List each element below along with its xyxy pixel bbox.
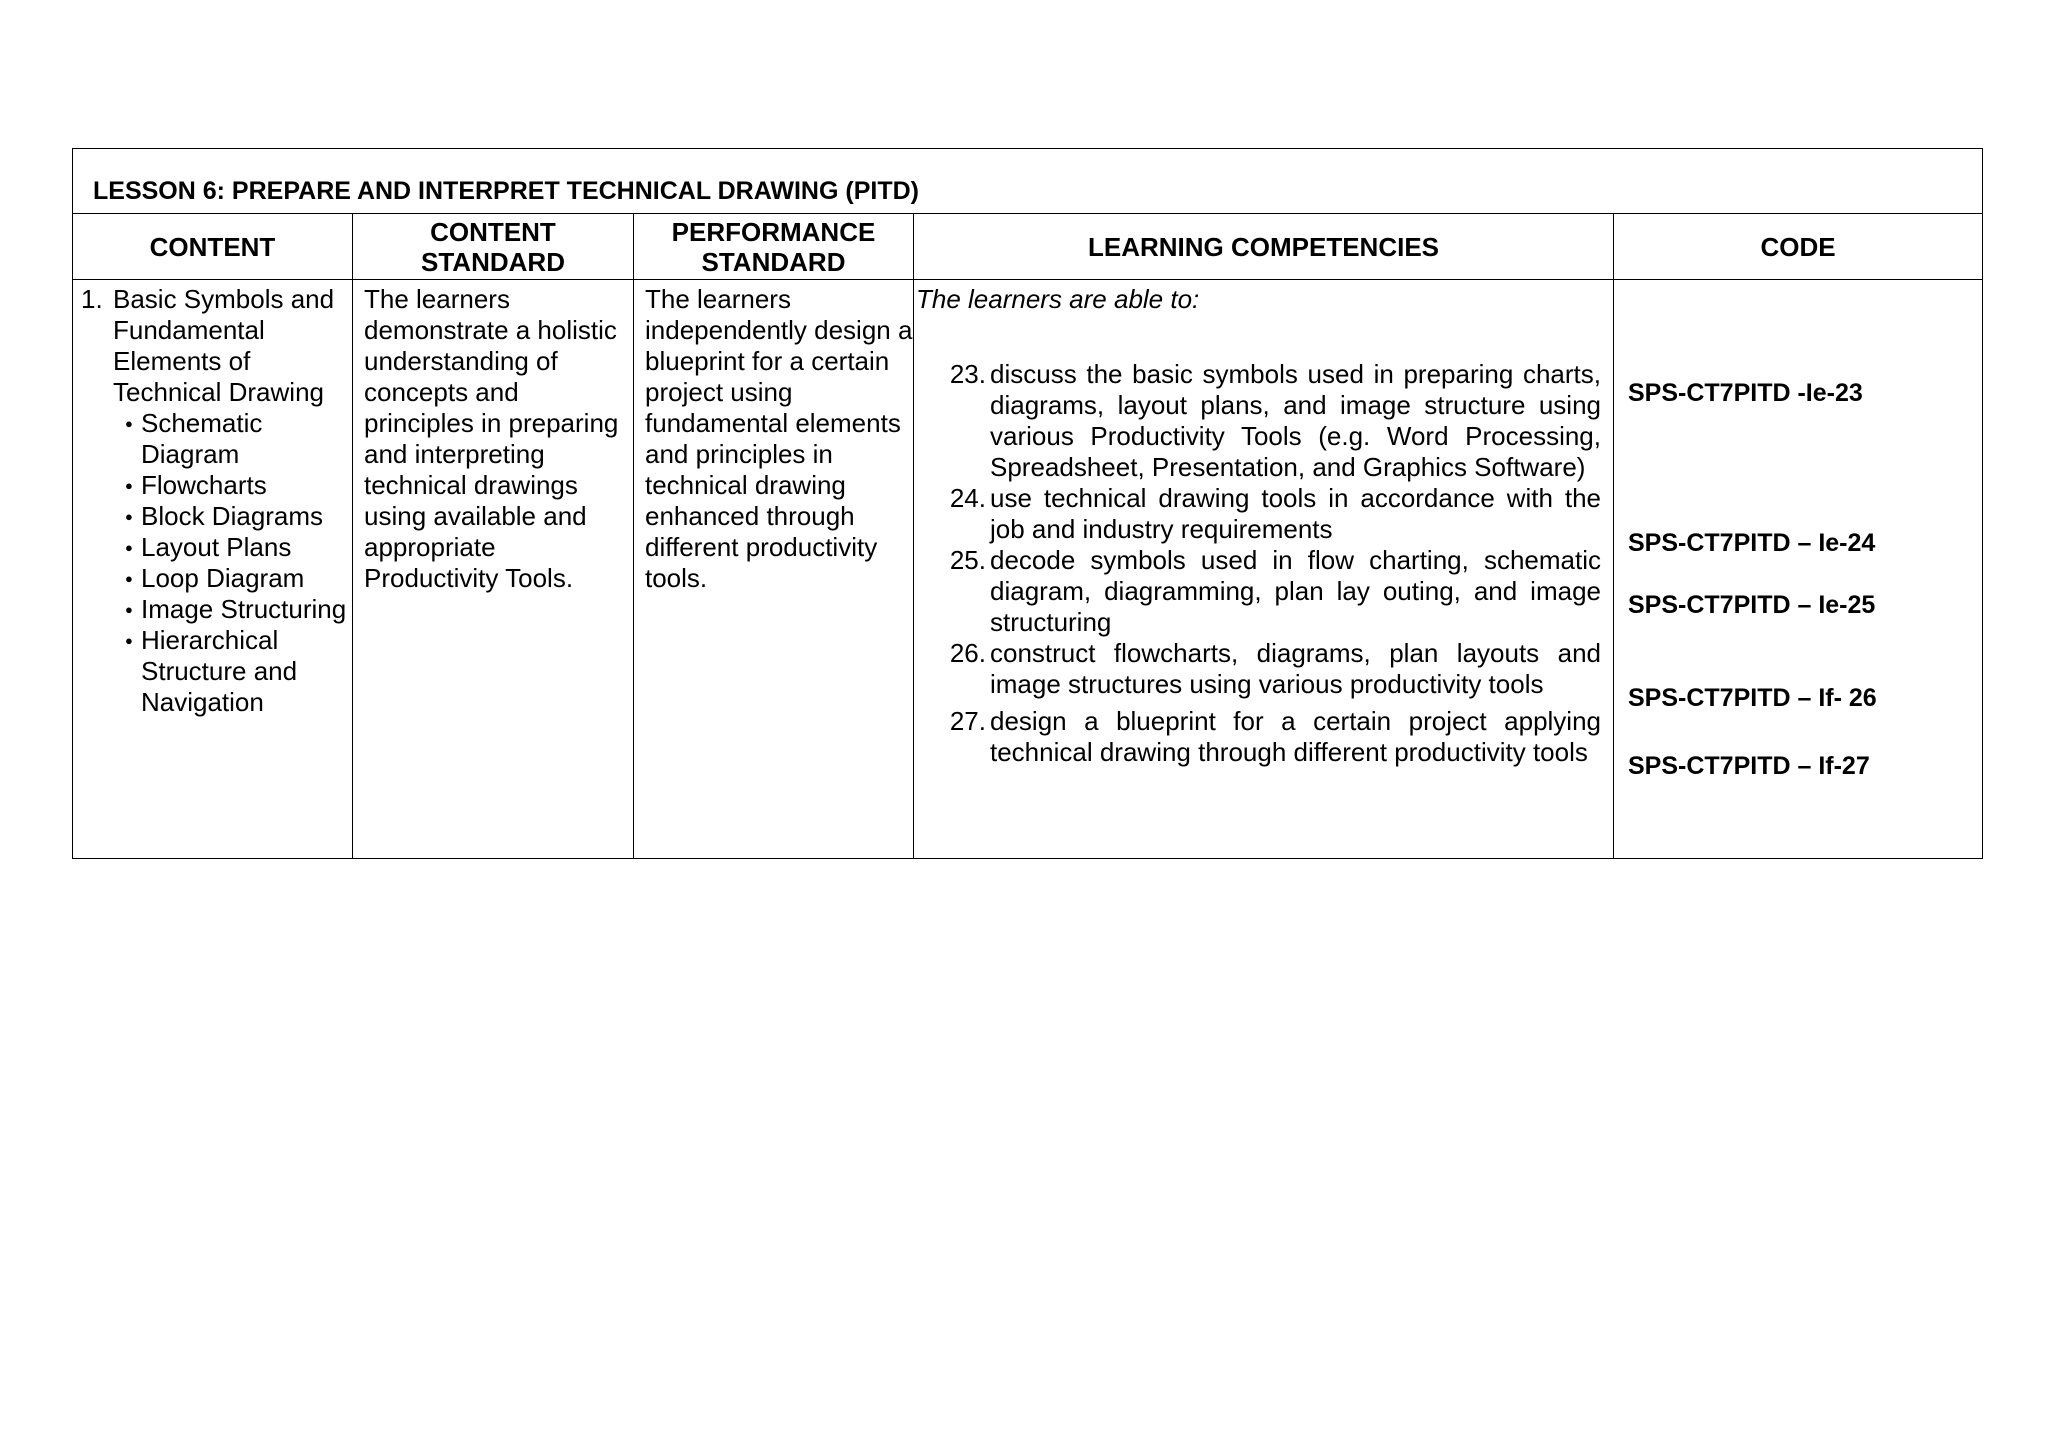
competency-item [916,483,1601,545]
header-code-label: CODE [1760,231,1836,262]
header-learning-competencies [914,214,1614,280]
learning-competencies-cell [914,280,1614,859]
competencies-intro: The learners are able to: [916,284,1200,314]
content-bullet-item: ● Layout Plans [127,532,348,563]
header-performance-standard [634,214,914,280]
competency-text: construct flowcharts, diagrams, plan layouts and image structures using various productivity tools [990,638,1601,699]
competency-code: SPS-CT7PITD – If-27 [1628,752,1870,780]
competency-item [916,359,1601,483]
competency-code: SPS-CT7PITD – Ie-24 [1628,529,1876,557]
competency-text: discuss the basic symbols used in preparing charts, diagrams, layout plans, and image structure using various Productivity Tools (e.g. Word Processing, Spreadsheet, Presentation, and Graphics Software) [990,359,1601,482]
content-bullet-item: ● Hierarchical Structure and Navigation [127,625,348,718]
content-bullet-item: ● Flowcharts [127,470,348,501]
header-content [73,214,353,280]
content-standard-cell [353,280,634,859]
competency-text: decode symbols used in flow charting, schematic diagram, diagramming, plan lay outing, and image structuring [990,545,1601,637]
competency-number: 23. [949,359,986,389]
content-bullet-item: ● Image Structuring [127,594,348,625]
curriculum-table [72,148,1983,859]
competency-number: 27. [949,706,986,736]
competency-text: use technical drawing tools in accordance with the job and industry requirements [990,483,1601,544]
competency-item [916,638,1601,700]
content-item-number: 1. [81,284,103,314]
header-content-standard-line2: STANDARD [421,246,565,277]
competency-number: 25. [949,545,986,575]
header-learning-competencies-label: LEARNING COMPETENCIES [1087,231,1440,262]
performance-standard-cell [634,280,914,859]
lesson-title: LESSON 6: PREPARE AND INTERPRET TECHNICAL DRAWING (PITD) [93,176,919,205]
content-cell [73,280,353,859]
header-performance-standard-line1: PERFORMANCE [671,216,876,247]
content-bullet-list [81,408,348,718]
competency-code: SPS-CT7PITD – If- 26 [1628,684,1877,712]
content-bullet-item: ● Block Diagrams [127,501,348,532]
content-item [81,284,348,408]
content-bullet-item: ● Loop Diagram [127,563,348,594]
competency-item [916,706,1601,768]
competency-item [916,545,1601,638]
competency-number: 24. [949,483,986,513]
code-cell [1614,280,1983,859]
content-bullet-item: ● Schematic Diagram [127,408,348,470]
header-content-label: CONTENT [149,231,276,262]
content-item-title: Basic Symbols and Fundamental Elements of Technical Drawing [113,284,335,407]
competency-text: design a blueprint for a certain project applying technical drawing through different productivity tools [990,706,1601,767]
header-content-standard [353,214,634,280]
header-performance-standard-line2: STANDARD [701,246,846,277]
header-code [1614,214,1983,280]
competency-code: SPS-CT7PITD – Ie-25 [1628,591,1876,619]
competency-code: SPS-CT7PITD -Ie-23 [1628,379,1863,407]
performance-standard-text: The learners independently design a blueprint for a certain project using fundamental elements and principles in technical drawing enhanced through different productivity tools. [645,284,913,593]
header-content-standard-line1: CONTENT [430,216,556,247]
lesson-title-cell [73,149,1983,214]
content-standard-text: The learners demonstrate a holistic understanding of concepts and principles in preparing and interpreting technical drawings using available and appropriate Productivity Tools. [364,284,619,593]
competency-number: 26. [949,638,986,668]
